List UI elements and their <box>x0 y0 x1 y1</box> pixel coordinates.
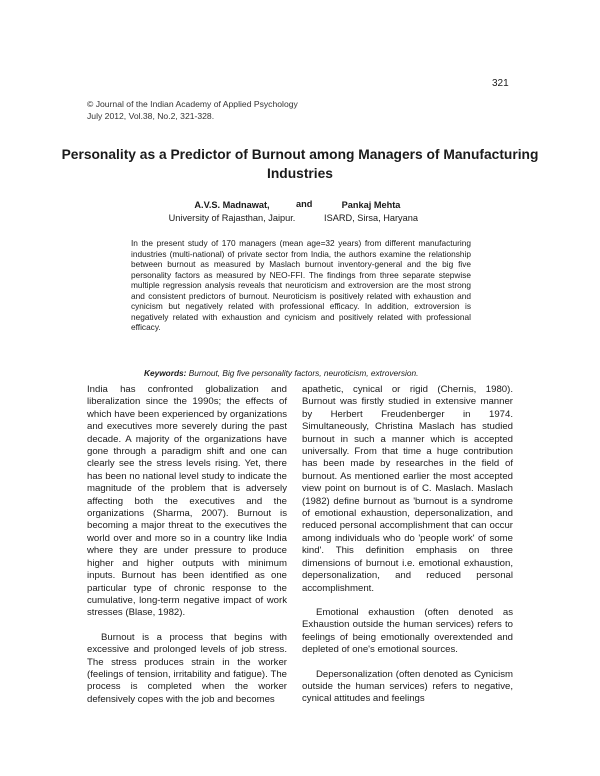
paragraph: Emotional exhaustion (often denoted as Exhaustion outside the human services) refers to feelings of being emotionally overextended and depleted of one's emotional sources. <box>302 606 513 656</box>
keywords-label: Keywords: <box>144 368 187 378</box>
abstract <box>131 238 471 333</box>
body-column-right <box>302 384 513 706</box>
journal-citation <box>87 98 298 122</box>
paragraph: India has confronted globalization and liberalization since the 1990s; the effects of which have been experienced by organizations and executives more severely during the past decade. A majority of the organizations have gone through a paradigm shift and one can clearly see the stress levels rising. Yet, there has been no national level study to indicate the magnitude of the problem that is adversely affecting both the executives and the organizations (Sharma, 2007). Burnout is becoming a major threat to the executives the world over and more so in a country like India where they are under pressure to produce higher and higher outputs with minimum inputs. Burnout has been identified as one particular type of chronic response to the cumulative, long-term negative impact of work stresses (Blase, 1982). <box>87 384 287 619</box>
author-affiliation: University of Rajasthan, Jaipur. <box>168 213 296 223</box>
author-conjunction: and <box>296 199 313 209</box>
paragraph: Depersonalization (often denoted as Cynicism outside the human services) refers to negative, cynical attitudes and feelings <box>302 668 513 705</box>
author-name: A.V.S. Madnawat, <box>194 200 270 210</box>
keywords-text: Burnout, Big five personality factors, neuroticism, extroversion. <box>188 368 419 378</box>
author-1 <box>168 199 296 225</box>
article-title: Personality as a Predictor of Burnout among Managers of Manufacturing Industries <box>61 147 539 181</box>
page-number: 321 <box>492 78 509 89</box>
keywords <box>144 368 474 379</box>
paragraph: apathetic, cynical or rigid (Chernis, 1980). Burnout was firstly studied in extensive manner by Herbert Freudenberger in 1974. Simultaneously, Christina Maslach has studied burnout in such a manner which is accepted universally. From that time a huge contribution has been made by researches in the field of burnout. As mentioned earlier the most accepted view point on burnout is of C. Maslach. Maslach (1982) define burnout as 'burnout is a syndrome of emotional exhaustion, depersonalization, and reduced personal accomplishment that can occur among individuals who do 'people work' of some kind'. This definition emphasis on three dimensions of burnout i.e. emotional exhaustion, depersonalization, and reduced personal accomplishment. <box>302 384 513 594</box>
author-2 <box>310 199 432 225</box>
author-name: Pankaj Mehta <box>341 200 401 210</box>
abstract-text: In the present study of 170 managers (mean age=32 years) from different manufacturing industries (multi-national) of private sector from India, the authors examine the relationship between burnout as measured by Maslach burnout inventory-general and the big five personality factors as measured by NEO-FFI. The findings from three separate stepwise multiple regression analysis reveals that neuroticism and extroversion are the most strong and consistent predictors of burnout. Neuroticism is positively related with exhaustion and cynicism but negatively related with professional efficacy. In addition, extroversion is negatively related with exhaustion and cynicism and positively related with professional efficacy. <box>131 238 471 332</box>
body-column-left <box>87 384 287 706</box>
journal-name: © Journal of the Indian Academy of Applied Psychology <box>87 99 298 109</box>
journal-issue: July 2012, Vol.38, No.2, 321-328. <box>87 111 215 121</box>
author-block <box>0 199 600 229</box>
paragraph: Burnout is a process that begins with excessive and prolonged levels of job stress. The stress produces strain in the worker (feelings of tension, irritability and fatigue). The process is completed when the worker defensively copes with the job and becomes <box>87 631 287 705</box>
author-affiliation: ISARD, Sirsa, Haryana <box>324 213 418 223</box>
